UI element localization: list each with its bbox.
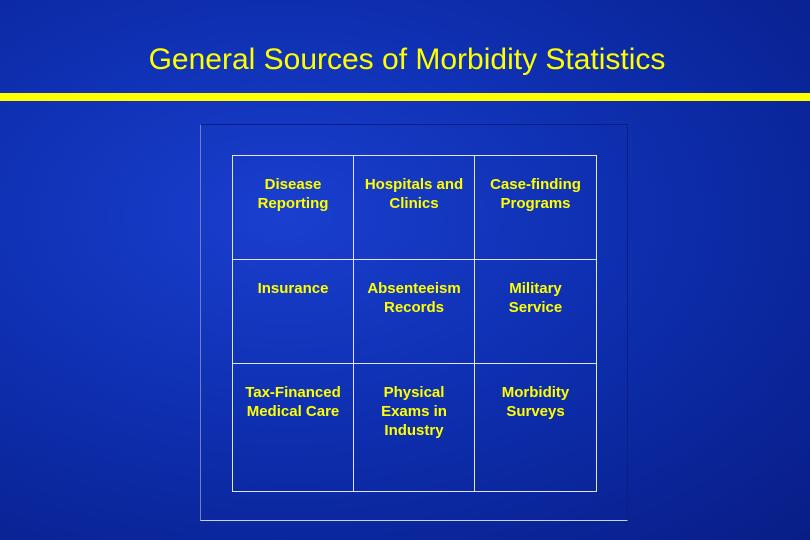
cell-morbidity-surveys: Morbidity Surveys: [501, 384, 570, 420]
slide-title: General Sources of Morbidity Statistics: [148, 43, 666, 76]
cell-hospitals-and-clinics: Hospitals and Clinics: [354, 156, 475, 260]
cell-disease-reporting: Disease Reporting: [233, 156, 354, 260]
cell-insurance: Insurance: [233, 260, 354, 364]
cell-absenteeism-records: Absenteeism Records: [354, 260, 475, 364]
cell-physical-exams-in-industry: Physical Exams in Industry: [354, 364, 475, 491]
cell-tax-financed-medical-care: Tax-Financed Medical Care: [233, 364, 354, 491]
cell-military-service: Military Service: [475, 260, 596, 364]
sources-grid: [232, 155, 597, 492]
cell-case-finding-programs: Case-finding Programs: [475, 156, 596, 260]
title-underline-rule: [0, 93, 810, 101]
